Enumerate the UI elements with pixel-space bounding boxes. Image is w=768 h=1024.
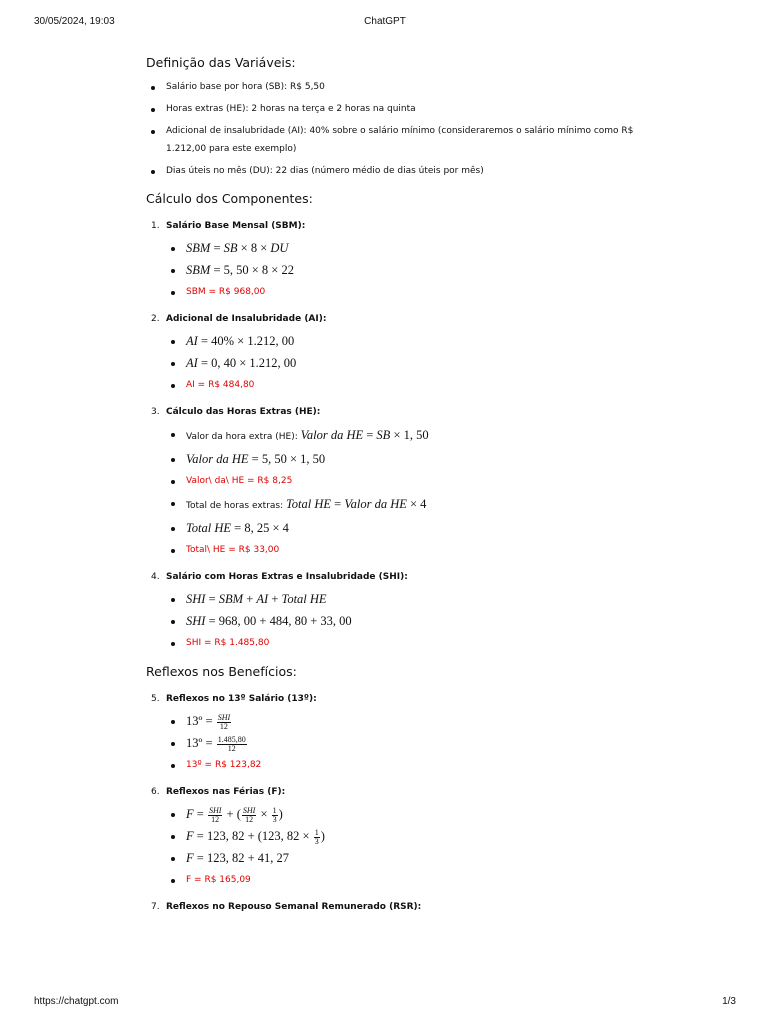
section-heading-reflexos: Reflexos nos Benefícios: (146, 664, 297, 679)
step-6-list (166, 804, 646, 890)
step-6-title: 6. Reflexos nas Férias (F): (151, 787, 286, 797)
section-heading-definicao: Definição das Variáveis: (146, 55, 296, 70)
formula-line: F = 123, 82 + 41, 27 (166, 848, 646, 868)
print-header (34, 16, 736, 30)
document-body (146, 55, 646, 914)
fraction: $\frac{\text{SHI}}{12}$ (208, 805, 222, 824)
formula-line: SHI = SBM + AI + Total HE (166, 589, 646, 609)
formula-line: Total HE = 8, 25 × 4 (166, 518, 646, 538)
step-5-title: 5. Reflexos no 13º Salário (13º): (151, 694, 317, 704)
step-1-title: 1. Salário Base Mensal (SBM): (151, 221, 306, 231)
fraction: $\frac{1}{3}$ (272, 805, 277, 824)
result-line: 13º = R$ 123,82 (166, 755, 646, 775)
fraction: $\frac{\text{SHI}}{12}$ (217, 712, 231, 731)
formula-line: Valor da HE = 5, 50 × 1, 50 (166, 449, 646, 469)
formula-line: 13º = $\frac{\text{SHI}}{12}$ (166, 711, 646, 731)
step-2-list (166, 331, 646, 395)
fraction: $\frac{1}{3}$ (314, 827, 319, 846)
formula-line: 13º = $\frac{1.485,80}{12}$ (166, 733, 646, 753)
fraction: $\frac{\text{SHI}}{12}$ (242, 805, 256, 824)
result-line: SBM = R$ 968,00 (166, 282, 646, 302)
list-item: Horas extras (HE): 2 horas na terça e 2 horas na quinta (146, 100, 646, 118)
result-line: Total\ HE = R$ 33,00 (166, 540, 646, 560)
print-url: https://chatgpt.com (34, 996, 119, 1007)
print-footer (34, 996, 736, 1010)
fraction: $\frac{1.485,80}{12}$ (217, 734, 246, 753)
result-line: AI = R$ 484,80 (166, 375, 646, 395)
step-4-title: 4. Salário com Horas Extras e Insalubridade (SHI): (151, 572, 408, 582)
print-datetime: 30/05/2024, 19:03 (34, 16, 115, 27)
formula-line: SBM = 5, 50 × 8 × 22 (166, 260, 646, 280)
step-2-title: 2. Adicional de Insalubridade (AI): (151, 314, 327, 324)
formula-line: Total de horas extras: Total HE = Valor da HE × 4 (166, 493, 646, 516)
list-item: Salário base por hora (SB): R$ 5,50 (146, 78, 646, 96)
formula-line: AI = 40% × 1.212, 00 (166, 331, 646, 351)
step-3-title: 3. Cálculo das Horas Extras (HE): (151, 407, 321, 417)
result-line: SHI = R$ 1.485,80 (166, 633, 646, 653)
variables-list (146, 78, 646, 180)
list-item: Dias úteis no mês (DU): 22 dias (número médio de dias úteis por mês) (146, 162, 646, 180)
list-item: Adicional de insalubridade (AI): 40% sobre o salário mínimo (consideraremos o salário mínimo como R$ 1.212,00 para este exemplo) (146, 122, 646, 158)
formula-line: F = $\frac{\text{SHI}}{12}$ + ( $\frac{\text{SHI}}{12}$ × $\frac{1}{3}$ ) (166, 804, 646, 824)
step-1-list (166, 238, 646, 302)
formula-line: SBM = SB × 8 × DU (166, 238, 646, 258)
result-line: F = R$ 165,09 (166, 870, 646, 890)
step-3-list (166, 424, 646, 560)
formula-line: SHI = 968, 00 + 484, 80 + 33, 00 (166, 611, 646, 631)
page-number: 1/3 (722, 996, 736, 1007)
step-7-title: 7. Reflexos no Repouso Semanal Remunerado (RSR): (151, 902, 422, 912)
section-heading-calculo: Cálculo dos Componentes: (146, 191, 313, 206)
formula-line: F = 123, 82 + (123, 82 × $\frac{1}{3}$ ) (166, 826, 646, 846)
step-5-list (166, 711, 646, 775)
formula-line: AI = 0, 40 × 1.212, 00 (166, 353, 646, 373)
formula-line: Valor da hora extra (HE): Valor da HE = SB × 1, 50 (166, 424, 646, 447)
result-line: Valor\ da\ HE = R$ 8,25 (166, 471, 646, 491)
step-4-list (166, 589, 646, 653)
print-title: ChatGPT (364, 16, 406, 27)
